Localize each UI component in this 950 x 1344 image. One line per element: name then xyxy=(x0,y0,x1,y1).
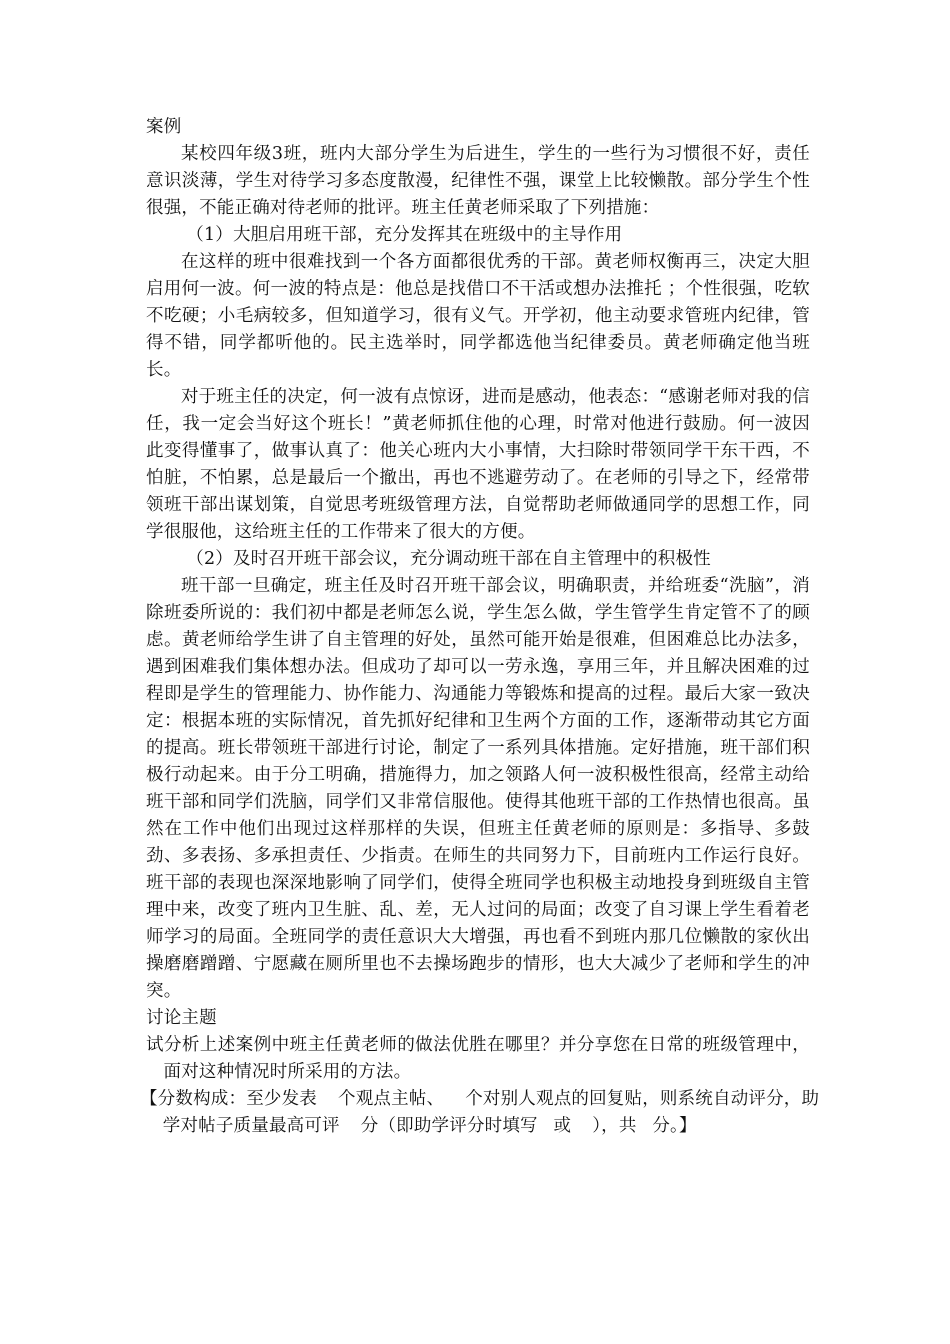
score-text-3: 个对别人观点的回复贴，则系统自动评分，助学对帖子质量最高可评 xyxy=(162,1089,820,1136)
discussion-text: 试分析上述案例中班主任黄老师的做法优胜在哪里？并分享您在日常的班级管理中，面对这种情况时所采用的方法。 xyxy=(146,1035,810,1082)
score-composition xyxy=(140,1086,833,1140)
measure-1-paragraph-2: 对于班主任的决定，何一波有点惊讶，进而是感动，他表态：“感谢老师对我的信任，我一定会当好这个班长！”黄老师抓住他的心理，时常对他进行鼓励。何一波因此变得懂事了，做事认真了：他关心班内大小事情，大扫除时带领同学干东干西，不怕脏，不怕累，总是最后一个撤出，再也不逃避劳动了。在老师的引导之下，经常带领班干部出谋划策，自觉思考班级管理方法，自觉帮助老师做通同学的思想工作，同学很服他，这给班主任的工作带来了很大的方便。 xyxy=(146,387,810,542)
case-intro-paragraph: 某校四年级3班，班内大部分学生为后进生，学生的一些行为习惯很不好，责任意识淡薄，学生对待学习多态度散漫，纪律性不强，课堂上比较懒散。部分学生个性很强，不能正确对待老师的批评。班主任黄老师采取了下列措施： xyxy=(146,144,810,218)
measure-2-paragraph: 班干部一旦确定，班主任及时召开班干部会议，明确职责，并给班委“洗脑”，消除班委所说的：我们初中都是老师怎么说，学生怎么做，学生管学生肯定管不了的顾虑。黄老师给学生讲了自主管理的好处，虽然可能开始是很难，但困难总比办法多，遇到困难我们集体想办法。但成功了却可以一劳永逸，享用三年，并且解决困难的过程即是学生的管理能力、协作能力、沟通能力等锻炼和提高的过程。最后大家一致决定：根据本班的实际情况，首先抓好纪律和卫生两个方面的工作，逐渐带动其它方面的提高。班长带领班干部进行讨论，制定了一系列具体措施。定好措施，班干部们积极行动起来。由于分工明确，措施得力，加之领路人何一波积极性很高，经常主动给班干部和同学们洗脑，同学们又非常信服他。使得其他班干部的工作热情也很高。虽然在工作中他们出现过这样那样的失误，但班主任黄老师的原则是：多指导、多鼓劲、多表扬、多承担责任、少指责。在师生的共同努力下，目前班内工作运行良好。班干部的表现也深深地影响了同学们，使得全班同学也积极主动地投身到班级自主管理中来，改变了班内卫生脏、乱、差，无人过问的局面；改变了自习课上学生看着老师学习的局面。全班同学的责任意识大大增强，再也看不到班内那几位懒散的家伙出操磨磨蹭蹭、宁愿藏在厕所里也不去操场跑步的情形，也大大减少了老师和学生的冲突。 xyxy=(146,576,810,1001)
document-page xyxy=(140,114,820,1140)
score-text-6: ），共 xyxy=(592,1116,637,1136)
measure-2-title: （2）及时召开班干部会议，充分调动班干部在自主管理中的积极性 xyxy=(186,549,711,569)
case-heading: 案例 xyxy=(146,117,182,137)
score-text-2: 个观点主帖、 xyxy=(338,1089,445,1109)
measure-1-title: （1）大胆启用班干部，充分发挥其在班级中的主导作用 xyxy=(186,225,623,245)
score-text-4: 分（即助学评分时填写 xyxy=(360,1116,538,1136)
measure-1-paragraph-1: 在这样的班中很难找到一个各方面都很优秀的干部。黄老师权衡再三，决定大胆启用何一波。何一波的特点是：他总是找借口不干活或想办法推托 ；个性很强，吃软不吃硬；小毛病较多，但知道学习，很有义气。开学初，他主动要求管班内纪律，管得不错，同学都听他的。民主选举时，同学都选他当纪律委员。黄老师确定他当班长。 xyxy=(146,252,810,380)
score-text-5: 或 xyxy=(553,1116,572,1136)
score-text-1: 【分数构成：至少发表 xyxy=(140,1089,317,1109)
score-text-7: 分。】 xyxy=(652,1116,697,1136)
discussion-heading: 讨论主题 xyxy=(146,1008,217,1028)
